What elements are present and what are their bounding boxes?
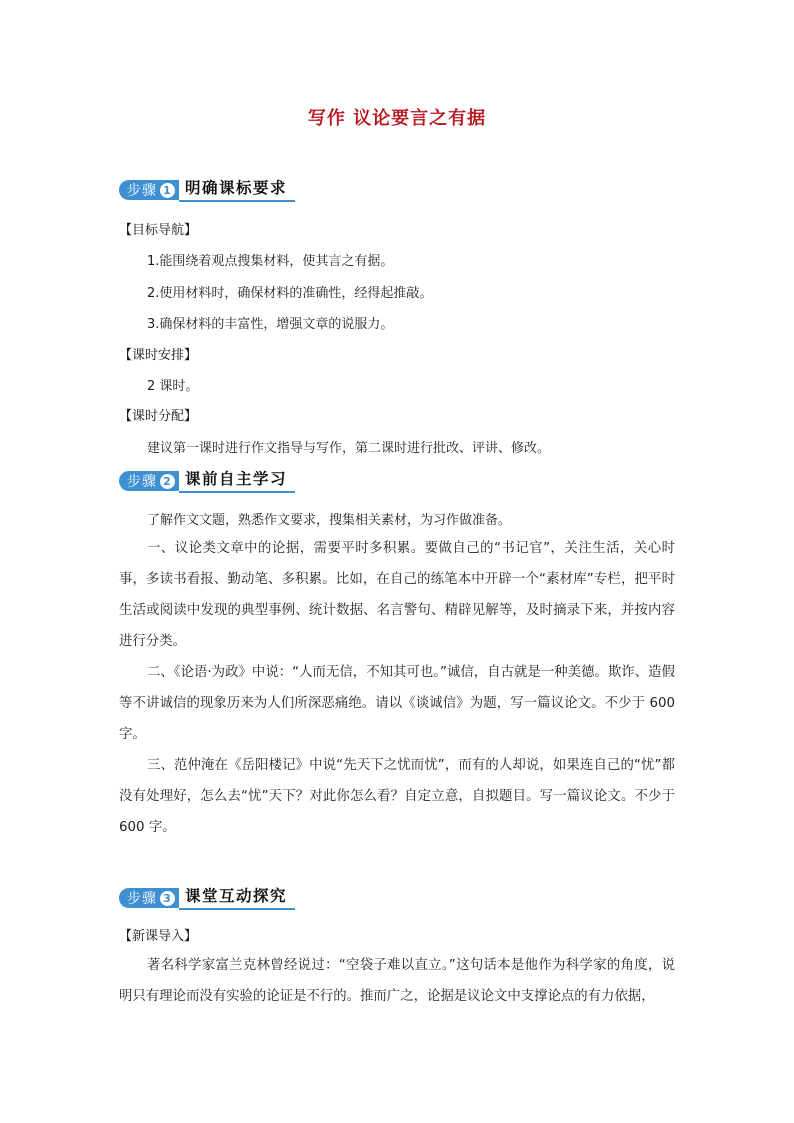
step-2-badge [119, 471, 179, 491]
allocation-label: 【课时分配】 [119, 409, 198, 424]
schedule-text: 2 课时。 [147, 379, 199, 394]
step-3-badge [119, 888, 179, 908]
step-1-badge-label: 步骤 [127, 183, 157, 199]
step-2-number: 2 [160, 474, 175, 489]
schedule-label: 【课时安排】 [119, 348, 198, 363]
goal-item-1: 1.能围绕着观点搜集材料，使其言之有据。 [147, 254, 394, 269]
step-1-title: 明确课标要求 [179, 178, 295, 202]
step-2-title: 课前自主学习 [179, 469, 295, 493]
goal-label: 【目标导航】 [119, 223, 198, 238]
intro-label: 【新课导入】 [119, 929, 198, 944]
step-2-header [119, 470, 295, 492]
step-2-badge-label: 步骤 [127, 474, 157, 490]
step-2-intro: 了解作文文题，熟悉作文要求，搜集相关素材，为习作做准备。 [147, 513, 512, 528]
page-title: 写作 议论要言之有据 [307, 108, 487, 129]
step-3-header [119, 887, 295, 909]
step-2-paragraph-2: 二、《论语·为政》中说：“人而无信，不知其可也。”诚信，自古就是一种美德。欺诈、造假等不讲诚信的现象历来为人们所深恶痛绝。请以《谈诚信》为题，写一篇议论文。不少于 600 字。 [119, 665, 675, 742]
goal-item-3: 3.确保材料的丰富性，增强文章的说服力。 [147, 317, 394, 332]
step-3-title: 课堂互动探究 [179, 886, 295, 910]
allocation-text: 建议第一课时进行作文指导与写作，第二课时进行批改、评讲、修改。 [147, 441, 551, 456]
step-1-header [119, 179, 295, 201]
step-1-badge [119, 180, 179, 200]
step-3-intro-text: 著名科学家富兰克林曾经说过：“空袋子难以直立。”这句话本是他作为科学家的角度，说明只有理论而没有实验的论证是不行的。推而广之，论据是议论文中支撑论点的有力依据， [119, 958, 675, 1004]
step-2-paragraph-1: 一、议论类文章中的论据，需要平时多积累。要做自己的“书记官”，关注生活，关心时事，多读书看报、勤动笔、多积累。比如，在自己的练笔本中开辟一个“素材库”专栏，把平时生活或阅读中发现的典型事例、统计数据、名言警句、精辟见解等，及时摘录下来，并按内容进行分类。 [119, 541, 675, 649]
step-2-paragraph-3: 三、范仲淹在《岳阳楼记》中说“先天下之忧而忧”，而有的人却说，如果连自己的“忧”都没有处理好，怎么去“忧”天下？对此你怎么看？自定立意，自拟题目。写一篇议论文。不少于 600 字。 [119, 758, 675, 835]
step-3-number: 3 [160, 891, 175, 906]
step-1-number: 1 [160, 183, 175, 198]
step-3-badge-label: 步骤 [127, 891, 157, 907]
goal-item-2: 2.使用材料时，确保材料的准确性，经得起推敲。 [147, 286, 433, 301]
